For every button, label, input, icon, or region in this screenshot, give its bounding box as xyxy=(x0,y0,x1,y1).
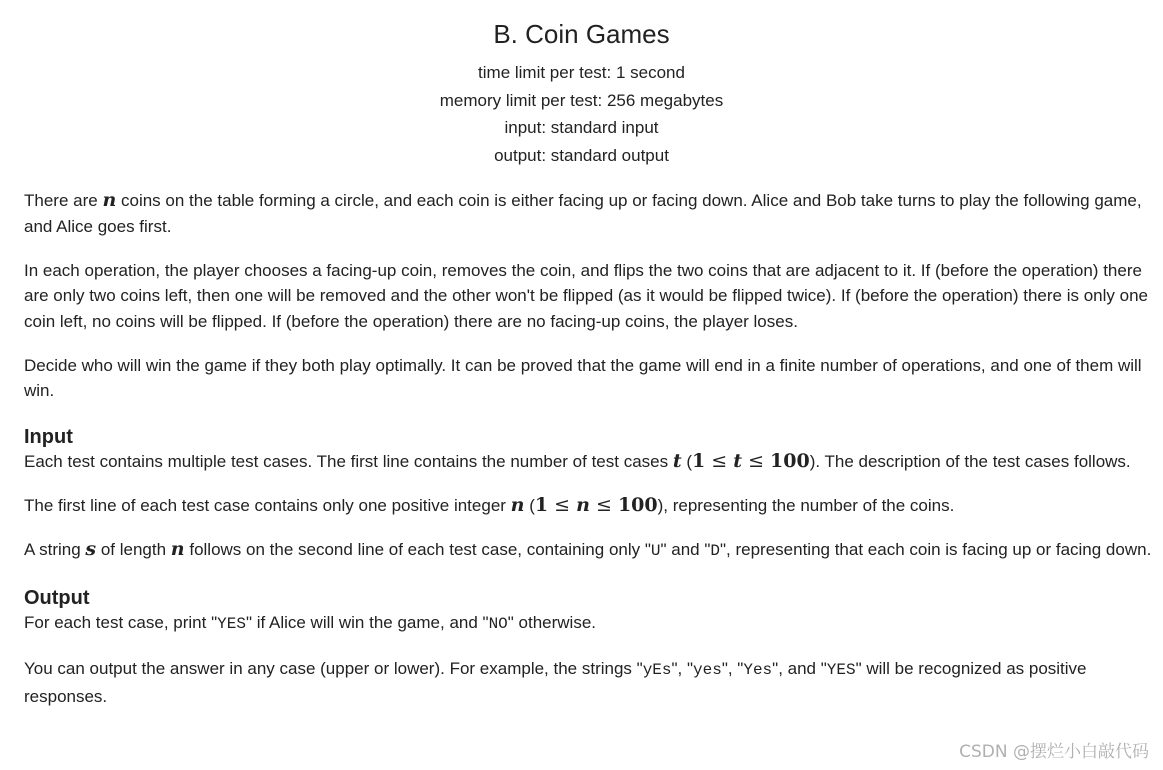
code-yes-variant-1: yEs xyxy=(642,661,672,679)
code-d: D xyxy=(710,542,720,560)
text-span: of length xyxy=(96,540,171,559)
math-constraint-n: 1 ≤ n ≤ 100 xyxy=(534,494,658,516)
math-constraint-t: 1 ≤ t ≤ 100 xyxy=(692,450,810,472)
text-span: ", representing that each coin is facing up or facing down. xyxy=(720,540,1152,559)
text-span: ", and " xyxy=(772,659,827,678)
text-span: " otherwise. xyxy=(507,613,597,632)
math-var-n: n xyxy=(510,494,525,516)
input-paragraph-1 xyxy=(24,449,1152,475)
text-span: For each test case, print " xyxy=(24,613,218,632)
input-spec: input: standard input xyxy=(504,118,659,137)
code-yes-variant-4: YES xyxy=(826,661,856,679)
text-span: ", " xyxy=(721,659,744,678)
input-paragraph-2 xyxy=(24,493,1152,519)
text-span: There are xyxy=(24,191,103,210)
text-span: follows on the second line of each test case, containing only " xyxy=(184,540,651,559)
code-u: U xyxy=(650,542,661,560)
input-section-title: Input xyxy=(24,426,73,448)
text-span: The first line of each test case contains only one positive integer xyxy=(24,496,511,515)
problem-header xyxy=(0,0,1163,169)
math-var-s: s xyxy=(85,538,97,560)
problem-title: B. Coin Games xyxy=(493,19,670,49)
input-paragraph-3 xyxy=(24,537,1152,565)
statement-paragraph-2: In each operation, the player chooses a facing-up coin, removes the coin, and flips the two coins that are adjacent to it. If (before the operation) there are only two coins left, then one will be removed and the other won't be flipped (as it would be flipped twice). If (before the operation) there is only one coin left, no coins will be flipped. If (before the operation) there are no facing-up coins, the player loses. xyxy=(24,260,1149,331)
statement-paragraph-1 xyxy=(24,188,1152,239)
output-paragraph-1 xyxy=(24,610,1152,638)
text-span: You can output the answer in any case (upper or lower). For example, the strings " xyxy=(24,659,643,678)
text-span: " if Alice will win the game, and " xyxy=(245,613,489,632)
text-span: A string xyxy=(24,540,86,559)
text-span: ). The description of the test cases follows. xyxy=(809,452,1131,471)
text-span: ( xyxy=(681,452,693,471)
code-no: NO xyxy=(488,615,508,633)
math-var-n: n xyxy=(102,189,117,211)
code-yes-variant-2: yes xyxy=(693,661,722,679)
text-span: ( xyxy=(524,496,535,515)
memory-limit: memory limit per test: 256 megabytes xyxy=(439,90,724,110)
time-limit: time limit per test: 1 second xyxy=(478,63,685,82)
output-spec: output: standard output xyxy=(494,145,669,165)
problem-statement xyxy=(24,188,1152,728)
text-span: " will be recognized as positive responses. xyxy=(24,659,1087,706)
csdn-watermark: CSDN @摆烂小白敲代码 xyxy=(959,742,1149,762)
text-span: " and " xyxy=(660,540,711,559)
text-span: coins on the table forming a circle, and each coin is either facing up or facing down. Alice and Bob take turns to play the following game, and Alice goes first. xyxy=(24,191,1142,236)
code-yes: YES xyxy=(217,615,246,633)
text-span: ), representing the number of the coins. xyxy=(657,496,955,515)
math-var-n: n xyxy=(170,538,185,560)
statement-paragraph-3: Decide who will win the game if they both play optimally. It can be proved that the game will end in a finite number of operations, and one of them will win. xyxy=(24,355,1142,400)
output-section-title: Output xyxy=(24,587,90,609)
output-paragraph-2 xyxy=(24,656,1152,709)
math-var-t: t xyxy=(672,450,682,472)
text-span: Each test contains multiple test cases. The first line contains the number of test cases xyxy=(24,452,673,471)
text-span: ", " xyxy=(671,659,694,678)
code-yes-variant-3: Yes xyxy=(743,661,773,679)
